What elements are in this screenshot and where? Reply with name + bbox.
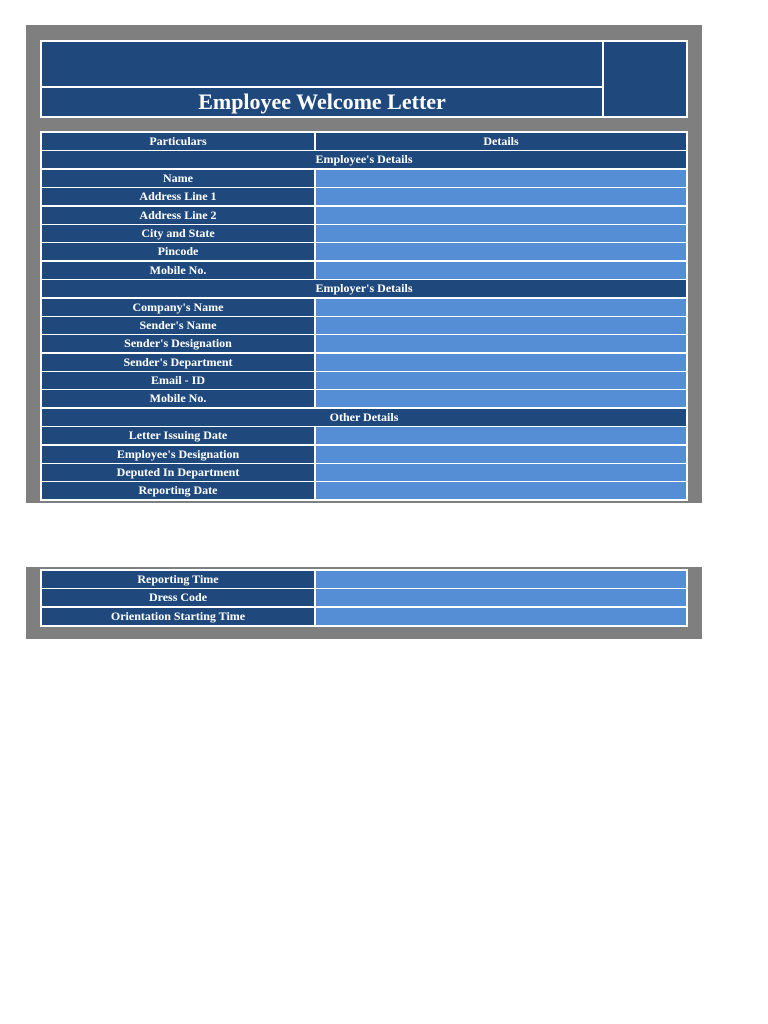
column-header-particulars: Particulars	[42, 133, 314, 150]
table-row	[42, 299, 686, 317]
row-label: Name	[42, 170, 314, 187]
row-label: City and State	[42, 225, 314, 242]
row-label: Sender's Designation	[42, 335, 314, 352]
table-row	[42, 482, 686, 500]
row-label: Employee's Designation	[42, 446, 314, 463]
table-row	[42, 608, 686, 626]
row-value-field[interactable]	[316, 390, 686, 407]
row-label: Pincode	[42, 243, 314, 260]
section-title: Employee's Details	[42, 151, 686, 168]
table-row	[42, 571, 686, 589]
section-header-employer	[42, 280, 686, 298]
letter-header	[40, 40, 688, 118]
section-header-employee	[42, 151, 686, 169]
section-title: Employer's Details	[42, 280, 686, 297]
row-value-field[interactable]	[316, 446, 686, 463]
sheet-page-1	[26, 25, 702, 503]
row-label: Address Line 1	[42, 188, 314, 205]
row-value-field[interactable]	[316, 188, 686, 205]
sheet-page-2	[26, 567, 702, 639]
header-blank-cell	[42, 42, 602, 86]
table-row	[42, 464, 686, 482]
table-header-row	[42, 133, 686, 151]
table-row	[42, 335, 686, 353]
row-value-field[interactable]	[316, 589, 686, 606]
row-value-field[interactable]	[316, 170, 686, 187]
row-label: Deputed In Department	[42, 464, 314, 481]
row-value-field[interactable]	[316, 608, 686, 625]
row-value-field[interactable]	[316, 335, 686, 352]
table-row	[42, 243, 686, 261]
table-row	[42, 427, 686, 445]
row-label: Sender's Department	[42, 354, 314, 371]
table-row	[42, 188, 686, 206]
row-value-field[interactable]	[316, 317, 686, 334]
row-value-field[interactable]	[316, 262, 686, 279]
header-side-cell	[604, 42, 686, 116]
row-value-field[interactable]	[316, 427, 686, 444]
section-title: Other Details	[42, 409, 686, 426]
row-value-field[interactable]	[316, 372, 686, 389]
section-header-other	[42, 409, 686, 427]
table-row	[42, 170, 686, 188]
column-header-details: Details	[316, 133, 686, 150]
row-value-field[interactable]	[316, 299, 686, 316]
row-label: Reporting Time	[42, 571, 314, 588]
row-value-field[interactable]	[316, 354, 686, 371]
table-row	[42, 372, 686, 390]
row-value-field[interactable]	[316, 207, 686, 224]
row-label: Orientation Starting Time	[42, 608, 314, 625]
row-label: Dress Code	[42, 589, 314, 606]
table-row	[42, 589, 686, 607]
row-value-field[interactable]	[316, 243, 686, 260]
row-label: Letter Issuing Date	[42, 427, 314, 444]
row-label: Mobile No.	[42, 390, 314, 407]
table-row	[42, 317, 686, 335]
page-title: Employee Welcome Letter	[42, 88, 602, 116]
table-row	[42, 354, 686, 372]
row-label: Reporting Date	[42, 482, 314, 499]
details-table-continued	[40, 569, 688, 627]
row-value-field[interactable]	[316, 482, 686, 499]
row-value-field[interactable]	[316, 571, 686, 588]
row-label: Address Line 2	[42, 207, 314, 224]
row-label: Sender's Name	[42, 317, 314, 334]
row-label: Company's Name	[42, 299, 314, 316]
table-row	[42, 262, 686, 280]
details-table	[40, 131, 688, 501]
table-row	[42, 446, 686, 464]
row-label: Mobile No.	[42, 262, 314, 279]
row-label: Email - ID	[42, 372, 314, 389]
row-value-field[interactable]	[316, 464, 686, 481]
table-row	[42, 390, 686, 408]
table-row	[42, 207, 686, 225]
row-value-field[interactable]	[316, 225, 686, 242]
table-row	[42, 225, 686, 243]
